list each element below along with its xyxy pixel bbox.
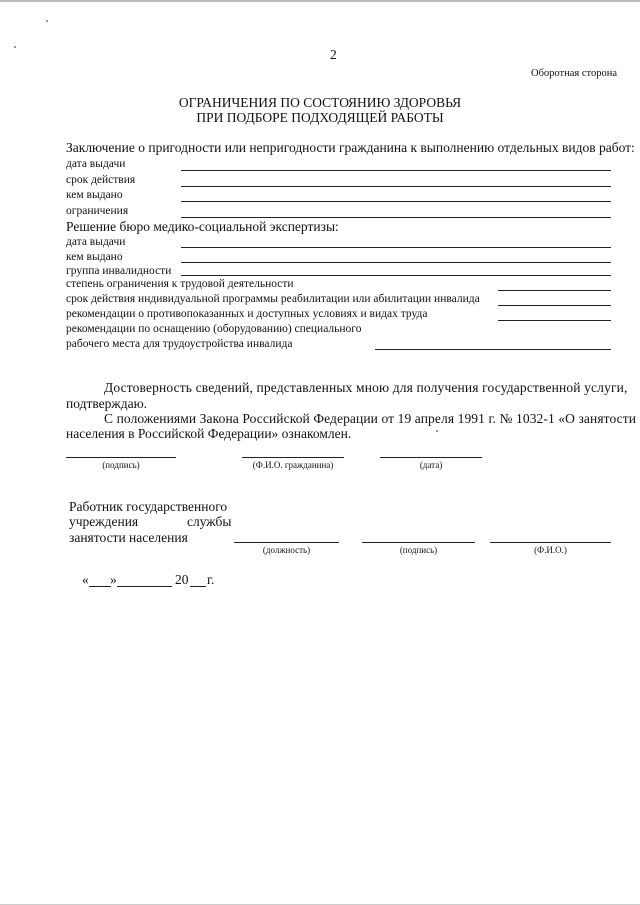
citizen-name-line[interactable] [242, 457, 344, 458]
date-day-line[interactable] [89, 586, 111, 587]
field-label-bureau-issued-by: кем выдано [66, 251, 123, 263]
field-rehab-program-line[interactable] [498, 305, 611, 306]
scan-speck [14, 46, 16, 48]
field-label-disability-group: группа инвалидности [66, 265, 172, 277]
field-disability-group-line[interactable] [181, 275, 611, 276]
employee-label-line2b: службы [187, 514, 232, 529]
date-open-quote: « [82, 572, 89, 587]
side-label: Оборотная сторона [531, 68, 617, 79]
employee-label-line3: занятости населения [69, 530, 188, 545]
field-label-rehab-program: срок действия индивидуальной программы реабилитации или абилитации инвалида [66, 293, 480, 305]
field-bureau-issue-date-line[interactable] [181, 247, 611, 248]
confirmation-p1-line1: Достоверность сведений, представленных мною для получения государственной услуги, [104, 380, 628, 395]
scan-speck [46, 20, 48, 22]
employee-label-line2a: учреждения [69, 514, 139, 529]
field-work-conditions-line[interactable] [498, 320, 611, 321]
field-work-limitation-line[interactable] [498, 290, 611, 291]
field-label-validity: срок действия [66, 174, 136, 186]
bureau-heading: Решение бюро медико-социальной экспертизы: [66, 219, 339, 234]
citizen-date-caption: (дата) [419, 460, 443, 470]
employee-signature-caption: (подпись) [399, 545, 438, 555]
field-label-equipment-line1: рекомендации по оснащению (оборудованию) специального [66, 323, 362, 335]
citizen-name-caption: (Ф.И.О. гражданина) [252, 460, 334, 470]
field-label-issue-date: дата выдачи [66, 158, 126, 170]
scan-top-edge [0, 0, 640, 2]
conclusion-heading: Заключение о пригодности или непригодности гражданина к выполнению отдельных видов работ: [66, 140, 635, 155]
employee-name-caption: (Ф.И.О.) [534, 545, 567, 555]
employee-name-line[interactable] [490, 542, 611, 543]
field-equipment-line[interactable] [375, 349, 611, 350]
citizen-signature-line[interactable] [66, 457, 176, 458]
form-title-line2: ПРИ ПОДБОРЕ ПОДХОДЯЩЕЙ РАБОТЫ [196, 110, 444, 125]
employee-label-line1: Работник государственного [69, 499, 228, 514]
field-label-equipment-line2: рабочего места для трудоустройства инвалида [66, 338, 293, 350]
field-issue-date-line[interactable] [181, 170, 611, 171]
confirmation-p2-line2: населения в Российской Федерации» ознакомлен. [66, 426, 352, 441]
date-year-suffix: г. [207, 572, 215, 587]
page-number: 2 [330, 47, 337, 62]
form-title-line1: ОГРАНИЧЕНИЯ ПО СОСТОЯНИЮ ЗДОРОВЬЯ [178, 95, 462, 110]
date-year-line[interactable] [190, 586, 206, 587]
confirmation-p2-line1: С положениями Закона Российской Федерации от 19 апреля 1991 г. № 1032-1 «О занятости [104, 411, 637, 426]
employee-position-line[interactable] [234, 542, 339, 543]
date-close-quote: » [110, 572, 117, 587]
employee-position-caption: (должность) [262, 545, 311, 555]
field-restrictions-line[interactable] [181, 217, 611, 218]
field-label-bureau-issue-date: дата выдачи [66, 236, 126, 248]
scan-speck [436, 430, 438, 432]
field-validity-line[interactable] [181, 186, 611, 187]
date-month-line[interactable] [117, 586, 172, 587]
employee-signature-line[interactable] [362, 542, 475, 543]
field-label-work-conditions: рекомендации о противопоказанных и доступных условиях и видах труда [66, 308, 428, 320]
field-bureau-issued-by-line[interactable] [181, 262, 611, 263]
date-year-prefix: 20 [175, 572, 189, 587]
field-label-work-limitation: степень ограничения к трудовой деятельности [66, 278, 294, 290]
citizen-date-line[interactable] [380, 457, 482, 458]
citizen-signature-caption: (подпись) [102, 460, 140, 470]
confirmation-p1-line2: подтверждаю. [66, 396, 148, 411]
field-issued-by-line[interactable] [181, 201, 611, 202]
field-label-issued-by: кем выдано [66, 189, 123, 201]
field-label-restrictions: ограничения [66, 205, 129, 217]
